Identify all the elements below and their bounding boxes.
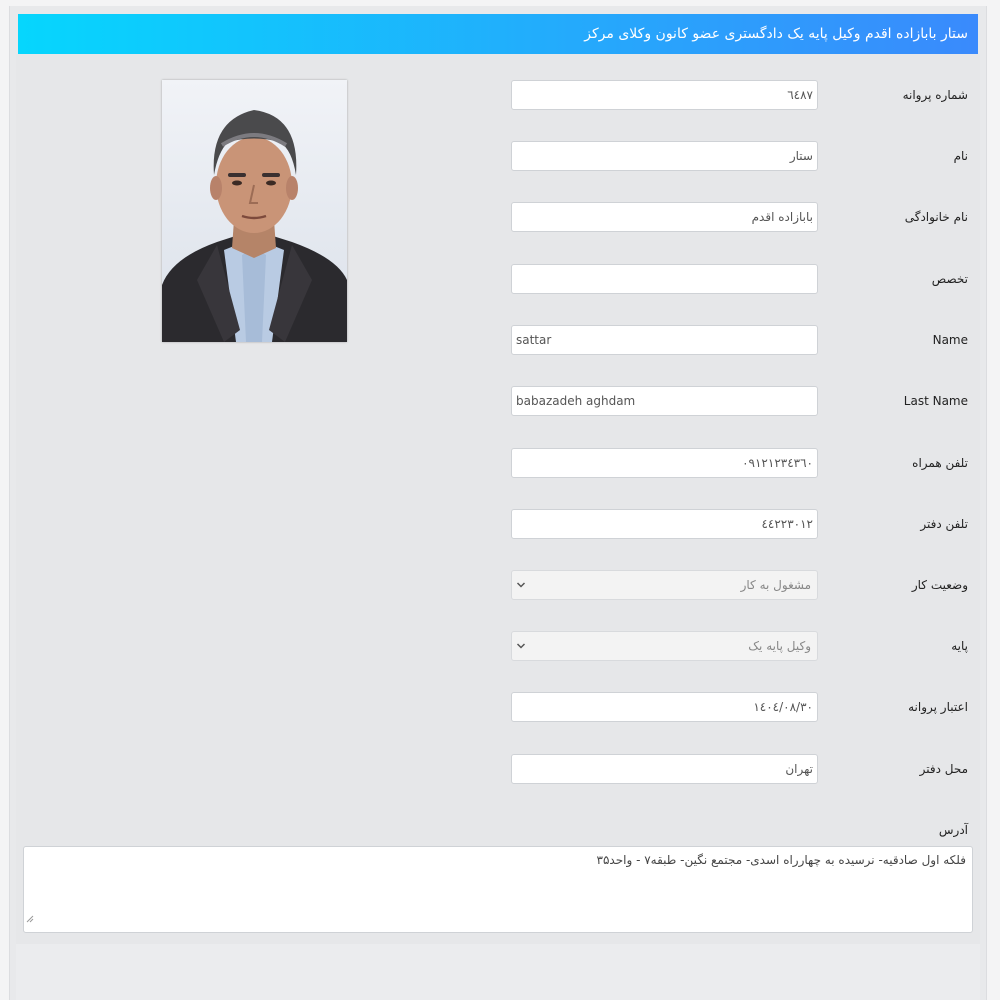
resize-grip-icon[interactable] <box>26 912 34 930</box>
office-phone-label: تلفن دفتر <box>920 517 968 531</box>
grade-value: وکیل پایه یک <box>748 639 811 653</box>
license-number-field[interactable]: ٦٤٨٧ <box>511 80 818 110</box>
grade-select[interactable] <box>511 631 818 661</box>
name-en-label: Name <box>932 333 968 347</box>
specialty-label: تخصص <box>931 272 968 286</box>
lawyer-photo <box>162 80 347 342</box>
last-name-field[interactable]: بابازاده اقدم <box>511 202 818 232</box>
portrait-icon <box>162 80 347 342</box>
first-name-label: نام <box>953 149 968 163</box>
last-name-label: نام خانوادگی <box>904 210 968 224</box>
footer-band <box>16 944 980 1000</box>
specialty-field[interactable] <box>511 264 818 294</box>
work-status-label: وضعیت کار <box>911 578 968 592</box>
address-text: فلکه اول صادقیه- نرسیده به چهارراه اسدی- مجتمع نگین- طبقه۷ - واحد۳۵ <box>596 853 966 867</box>
last-name-en-field[interactable]: babazadeh aghdam <box>511 386 818 416</box>
last-name-en-label: Last Name <box>903 394 968 408</box>
work-status-value: مشغول به کار <box>740 578 811 592</box>
office-location-field[interactable]: تهران <box>511 754 818 784</box>
address-label: آدرس <box>938 823 968 837</box>
first-name-field[interactable]: ستار <box>511 141 818 171</box>
grade-label: پایه <box>951 639 968 653</box>
address-textarea[interactable] <box>23 846 973 933</box>
license-validity-label: اعتبار پروانه <box>908 700 968 714</box>
office-location-label: محل دفتر <box>919 762 968 776</box>
page-title: ستار بابازاده اقدم وکیل پایه یک دادگستری عضو کانون وکلای مرکز <box>18 14 978 54</box>
license-validity-field[interactable]: ١٤٠٤/٠٨/٣٠ <box>511 692 818 722</box>
chevron-down-icon <box>516 571 526 611</box>
work-status-select[interactable] <box>511 570 818 600</box>
office-phone-field[interactable]: ٤٤٢٢٣٠١٢ <box>511 509 818 539</box>
chevron-down-icon <box>516 632 526 672</box>
profile-card <box>16 54 980 944</box>
name-en-field[interactable]: sattar <box>511 325 818 355</box>
mobile-label: تلفن همراه <box>912 456 968 470</box>
license-number-label: شماره پروانه <box>902 88 968 102</box>
mobile-field[interactable]: ٠٩١٢١٢٣٤٣٦٠ <box>511 448 818 478</box>
